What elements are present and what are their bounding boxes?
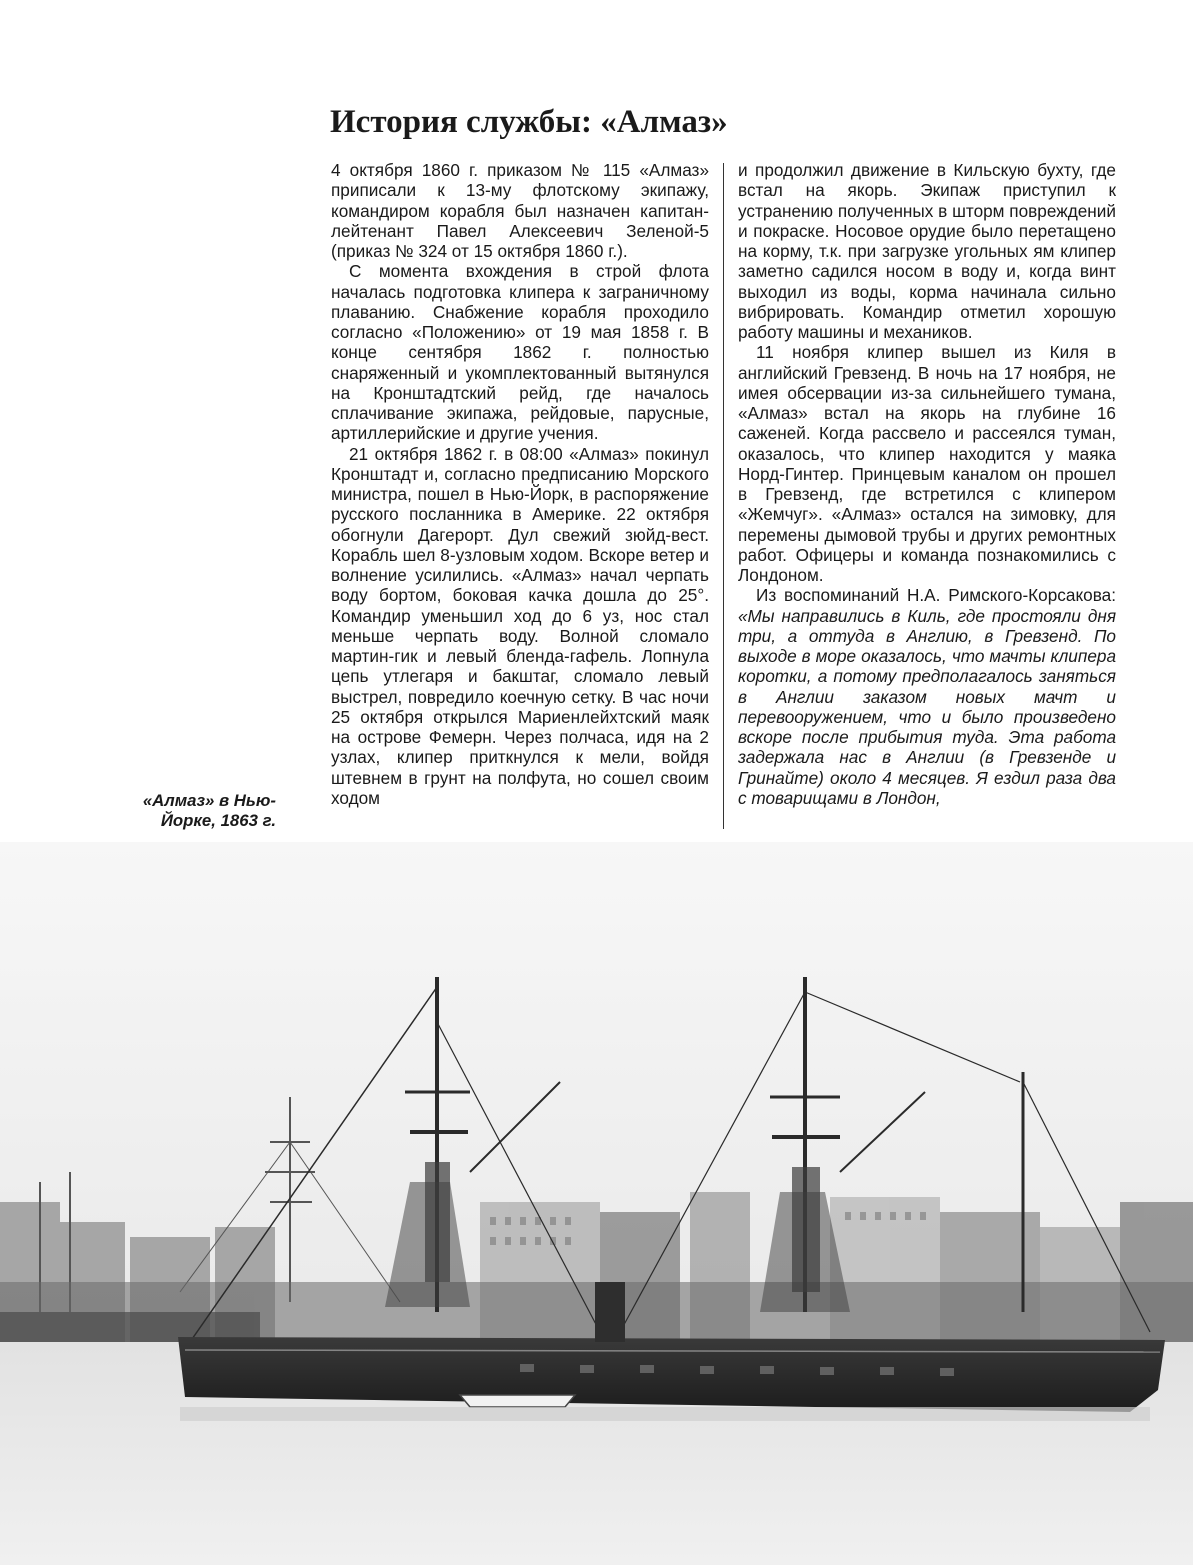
paragraph (738, 585, 1116, 808)
ship-photo (0, 842, 1193, 1565)
hull-reflection (180, 1407, 1150, 1421)
memoir-quote: «Мы направились в Киль, где простояли дня три, а оттуда в Англию, в Гревзенд. По выходе в море оказалось, что мачты клипера коротки, а потому предполагалось заняться в Англии заказом новых мачт и перевооружением, что и было произведено вскоре после прибытия туда. Эта работа задержала нас в Англии (в Гревзенде и Гринайте) около 4 месяцев. Я ездил раза два с товарищами в Лондон, (738, 605, 1116, 808)
text-column-right (738, 160, 1116, 832)
column-divider (723, 163, 724, 829)
paragraph: и продолжил движение в Кильскую бухту, где встал на якорь. Экипаж приступил к устранению полученных в шторм повреждений и покраске. Носовое орудие было перетащено на корму, т.к. при загрузке угольных ям клипер заметно садился носом в воду и, когда винт выходил из воды, корма начинала сильно вибрировать. Командир отметил хорошую работу машины и механиков. (738, 160, 1116, 342)
rowboat (460, 1395, 575, 1407)
paragraph: С момента вхождения в строй флота началась подготовка клипера к заграничному плаванию. Снабжение корабля проходило согласно «Положению» от 19 мая 1858 г. В конце сентября 1862 г. полностью снаряженный и укомплектованный вытянулся на Кронштадтский рейд, где началось сплачивание экипажа, рейдовые, парусные, артиллерийские и другие учения. (331, 261, 709, 444)
paragraph: 4 октября 1860 г. приказом № 115 «Алмаз» приписали к 13-му флотскому экипажу, командиром корабля был назначен капитан-лейтенант Павел Алексеевич Зеленой-5 (приказ № 324 от 15 октября 1860 г.). (331, 160, 709, 261)
page-title: История службы: «Алмаз» (330, 104, 728, 140)
quote-intro: Из воспоминаний Н.А. Римского-Корсакова: (756, 585, 1116, 606)
text-column-left (331, 160, 709, 832)
photo-caption: «Алмаз» в Нью-Йорке, 1863 г. (142, 791, 276, 830)
smoke-funnel (595, 1282, 625, 1342)
paragraph: 21 октября 1862 г. в 08:00 «Алмаз» покинул Кронштадт и, согласно предписанию Морского министра, пошел в Нью-Йорк, в распоряжение русского посланника в Америке. 22 октября обогнули Дагерорт. Дул свежий зюйд-вест. Корабль шел 8-узловым ходом. Вскоре ветер и волнение усилились. «Алмаз» начал черпать воду бортом, боковая качка дошла до 25°. Командир уменьшил ход до 6 уз, нос стал меньше черпать воду. Волной сломало мартин-гик и левый бленда-гафель. Лопнула цепь утлегаря и бакштаг, сломало левый выстрел, повредило коечную сетку. В час ночи 25 октября открылся Мариенлейхтский маяк на острове Фемерн. Через полчаса, идя на 2 узлах, клипер приткнулся к мели, войдя штевнем в грунт на полфута, но сошел своим ходом (331, 443, 709, 808)
paragraph: 11 ноября клипер вышел из Киля в английский Гревзенд. В ночь на 17 ноября, не имея обсервации из-за сильнейшего тумана, «Алмаз» встал на якорь на глубине 16 саженей. Когда рассвело и рассеялся туман, оказалось, что клипер находится у маяка Норд-Гинтер. Принцевым каналом он прошел в Гревзенд, где встретился с клипером «Жемчуг». «Алмаз» остался на зимовку, для перемены дымовой трубы и других ремонтных работ. Офицеры и команда познакомились с Лондоном. (738, 342, 1116, 585)
clipper-almaz-photo (0, 842, 1193, 1565)
